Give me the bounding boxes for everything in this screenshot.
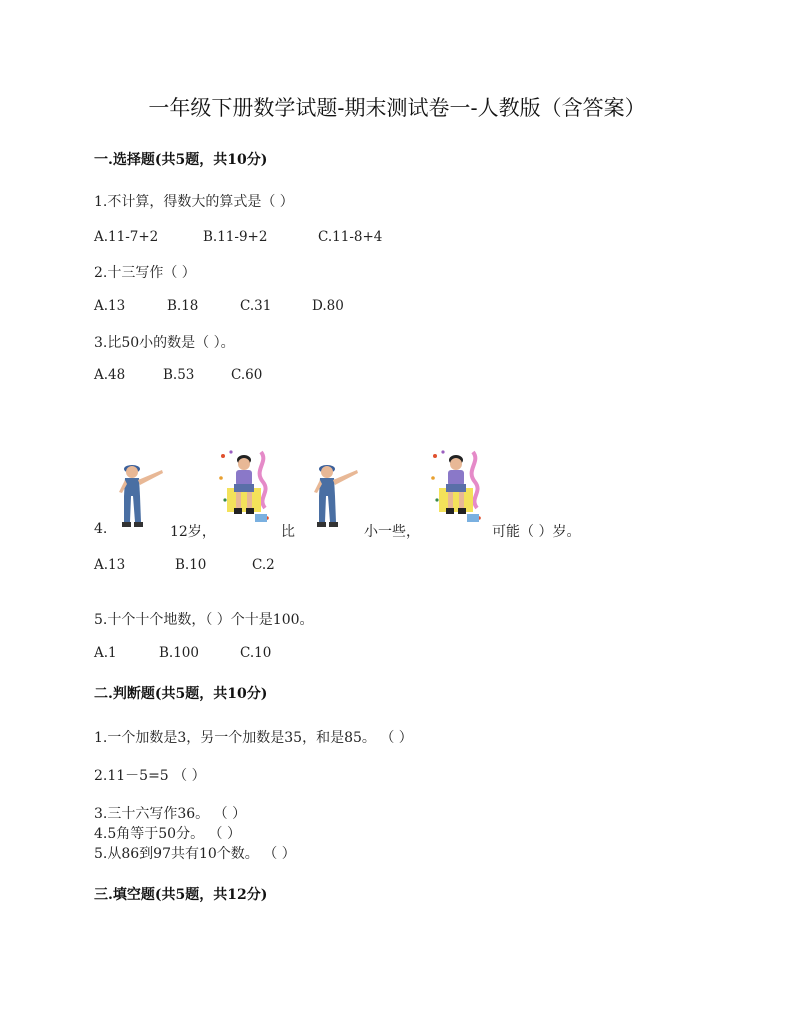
q2-option-b: B.18 [167, 298, 199, 314]
girl-sitting-image [429, 448, 487, 528]
q4-text-maybe: 可能（ ）岁。 [492, 524, 581, 540]
q2-option-c: C.31 [240, 298, 272, 314]
q4-option-a: A.13 [94, 557, 126, 573]
q5-option-b: B.100 [159, 645, 199, 661]
q4-text-age: 12岁， [170, 524, 216, 540]
q2-option-d: D.80 [312, 298, 344, 314]
judge-item: 2.11－5=5 （ ） [94, 768, 206, 784]
judge-item: 5.从86到97共有10个数。 （ ） [94, 846, 296, 862]
boy-pointing-image [110, 458, 170, 530]
section-heading-judge: 二.判断题(共5题，共10分) [94, 686, 268, 702]
question-1: 1.不计算，得数大的算式是（ ） [94, 194, 294, 210]
q5-option-a: A.1 [94, 645, 117, 661]
section-heading-fill: 三.填空题(共5题，共12分) [94, 887, 268, 903]
q5-option-c: C.10 [240, 645, 272, 661]
q4-option-b: B.10 [175, 557, 207, 573]
section-heading-choice: 一.选择题(共5题，共10分) [94, 152, 268, 168]
q3-option-b: B.53 [163, 367, 195, 383]
judge-item: 3.三十六写作36。 （ ） [94, 806, 247, 822]
q3-option-a: A.48 [94, 367, 126, 383]
q1-option-a: A.11-7+2 [94, 229, 159, 245]
q1-option-c: C.11-8+4 [318, 229, 383, 245]
judge-item: 4.5角等于50分。 （ ） [94, 826, 241, 842]
judge-item: 1.一个加数是3，另一个加数是35，和是85。 （ ） [94, 730, 413, 746]
question-2: 2.十三写作（ ） [94, 265, 196, 281]
question-3: 3.比50小的数是（ ）。 [94, 335, 235, 351]
q4-text-smaller: 小一些， [364, 524, 420, 540]
q4-number: 4. [94, 521, 108, 537]
boy-pointing-image [305, 458, 365, 530]
q4-text-compare: 比 [281, 524, 295, 540]
question-5: 5.十个十个地数，（ ）个十是100。 [94, 612, 314, 628]
q4-option-c: C.2 [252, 557, 275, 573]
girl-sitting-image [217, 448, 275, 528]
page-title: 一年级下册数学试题-期末测试卷一-人教版（含答案） [148, 96, 646, 120]
q1-option-b: B.11-9+2 [203, 229, 268, 245]
q3-option-c: C.60 [231, 367, 263, 383]
q2-option-a: A.13 [94, 298, 126, 314]
